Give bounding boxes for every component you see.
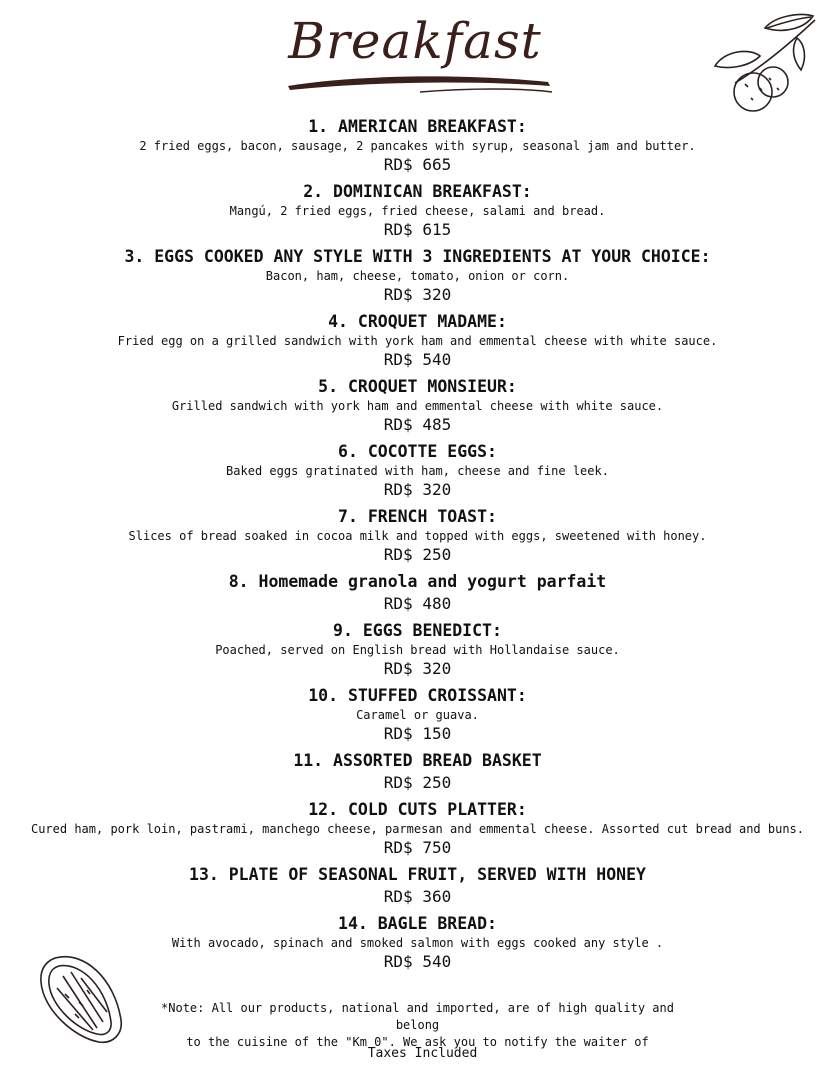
menu-item — [0, 116, 835, 175]
item-price: RD$ 480 — [383, 594, 452, 613]
menu-list — [0, 116, 835, 978]
footer-note — [140, 1000, 695, 1051]
menu-item — [0, 376, 835, 435]
item-name: 14. BAGLE BREAD: — [338, 914, 497, 933]
item-price: RD$ 485 — [383, 415, 452, 434]
menu-item — [0, 181, 835, 240]
item-name: 12. COLD CUTS PLATTER: — [308, 800, 527, 819]
item-price: RD$ 250 — [383, 545, 452, 564]
item-price: RD$ 320 — [383, 480, 452, 499]
item-name: 11. ASSORTED BREAD BASKET — [293, 751, 542, 770]
menu-item — [0, 506, 835, 565]
menu-item — [0, 799, 835, 858]
item-name: 4. CROQUET MADAME: — [328, 312, 507, 331]
item-description: Bacon, ham, cheese, tomato, onion or corn. — [265, 269, 570, 283]
item-name: 8. Homemade granola and yogurt parfait — [228, 572, 607, 591]
item-description: Poached, served on English bread with Hollandaise sauce. — [215, 643, 620, 657]
title-underline-icon — [270, 12, 570, 102]
item-name: 6. COCOTTE EGGS: — [338, 442, 497, 461]
item-name: 7. FRENCH TOAST: — [338, 507, 497, 526]
item-name: 13. PLATE OF SEASONAL FRUIT, SERVED WITH HONEY — [189, 865, 646, 884]
item-name: 9. EGGS BENEDICT: — [333, 621, 502, 640]
note-line: *Note: All our products, national and imported, are of high quality and belong — [161, 1001, 674, 1032]
item-price: RD$ 540 — [383, 350, 452, 369]
menu-item — [0, 311, 835, 370]
menu-item — [0, 571, 835, 614]
item-name: 10. STUFFED CROISSANT: — [308, 686, 527, 705]
item-name: 2. DOMINICAN BREAKFAST: — [303, 182, 532, 201]
menu-item — [0, 441, 835, 500]
header — [270, 12, 570, 102]
item-name: 5. CROQUET MONSIEUR: — [318, 377, 517, 396]
item-price: RD$ 360 — [383, 887, 452, 906]
item-price: RD$ 615 — [383, 220, 452, 239]
menu-item — [0, 864, 835, 907]
taxes-label: Taxes Included — [367, 1046, 478, 1061]
item-name: 1. AMERICAN BREAKFAST: — [308, 117, 527, 136]
item-description: With avocado, spinach and smoked salmon with eggs cooked any style . — [171, 936, 664, 950]
menu-item — [0, 620, 835, 679]
menu-item — [0, 246, 835, 305]
item-description: Slices of bread soaked in cocoa milk and topped with eggs, sweetened with honey. — [128, 529, 707, 543]
item-price: RD$ 320 — [383, 659, 452, 678]
menu-item — [0, 685, 835, 744]
orange-branch-icon — [705, 8, 820, 113]
item-price: RD$ 250 — [383, 773, 452, 792]
item-description: Caramel or guava. — [356, 708, 479, 722]
menu-item — [0, 750, 835, 793]
page-title: Breakfast — [288, 12, 542, 70]
item-description: Baked eggs gratinated with ham, cheese and fine leek. — [226, 464, 609, 478]
orange-slice-icon — [35, 950, 127, 1050]
item-price: RD$ 540 — [383, 952, 452, 971]
item-description: Cured ham, pork loin, pastrami, manchego cheese, parmesan and emmental cheese. Assorted cut bread and buns. — [30, 822, 805, 836]
item-price: RD$ 750 — [383, 838, 452, 857]
item-price: RD$ 665 — [383, 155, 452, 174]
item-description: Fried egg on a grilled sandwich with york ham and emmental cheese with white sauce. — [117, 334, 718, 348]
note-line: to the cuisine of the "Km 0". We ask you to notify the waiter of — [186, 1035, 649, 1049]
item-price: RD$ 150 — [383, 724, 452, 743]
item-description: Grilled sandwich with york ham and emmental cheese with white sauce. — [171, 399, 664, 413]
item-description: 2 fried eggs, bacon, sausage, 2 pancakes with syrup, seasonal jam and butter. — [139, 139, 696, 153]
item-name: 3. EGGS COOKED ANY STYLE WITH 3 INGREDIENTS AT YOUR CHOICE: — [124, 247, 711, 266]
item-description: Mangú, 2 fried eggs, fried cheese, salami and bread. — [229, 204, 606, 218]
item-price: RD$ 320 — [383, 285, 452, 304]
